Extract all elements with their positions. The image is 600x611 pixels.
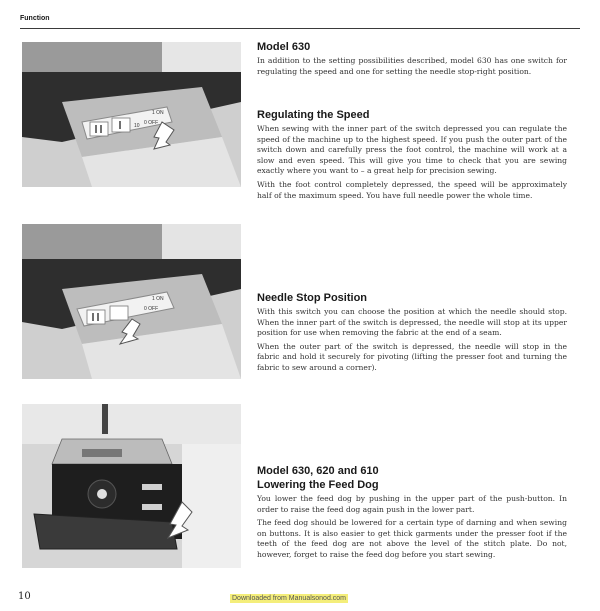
switch-label-off: 0 OFF bbox=[144, 120, 159, 126]
section-subtitle: Lowering the Feed Dog bbox=[257, 479, 379, 491]
paragraph: With the foot control completely depressed, the speed will be approximately half of the maximum speed. You have full needle power the whole time. bbox=[257, 179, 567, 200]
page-number: 10 bbox=[18, 591, 31, 602]
photo-feed-dog-button bbox=[22, 404, 241, 568]
section-title: Regulating the Speed bbox=[257, 109, 370, 121]
section-regulating-speed bbox=[257, 108, 567, 201]
section-feed-dog bbox=[257, 464, 567, 561]
section-title: Model 630, 620 and 610 bbox=[257, 465, 379, 477]
photo-needle-stop-switch bbox=[22, 224, 241, 379]
section-label: Function bbox=[20, 15, 50, 22]
switch-label-on: 1 ON bbox=[152, 110, 164, 116]
switch-label-10: 10 bbox=[134, 123, 140, 129]
section-title: Model 630 bbox=[257, 41, 311, 53]
watermark-link[interactable]: Downloaded from Manualsonod.com bbox=[232, 595, 347, 602]
header-rule bbox=[20, 28, 580, 29]
switch-label-on-2: 1 ON bbox=[152, 296, 164, 302]
paragraph: When the outer part of the switch is depressed, the needle will stop in the fabric and hold it securely for pivoting (lifting the presser foot and turning the fabric to sew around a corner). bbox=[257, 341, 567, 372]
switch-label-off-2: 0 OFF bbox=[144, 306, 159, 312]
paragraph: You lower the feed dog by pushing in the upper part of the push-button. In order to raise the feed dog again push in the lower part. bbox=[257, 494, 567, 514]
paragraph: The feed dog should be lowered for a certain type of darning and when sewing on buttons. It is also easier to get thick garments under the presser foot if the teeth of the feed dog are not above the level of the stitch plate. Do not, however, forget to raise the feed dog before you start sewing. bbox=[257, 518, 567, 559]
section-needle-stop bbox=[257, 291, 567, 374]
paragraph: With this switch you can choose the position at which the needle should stop. When the inner part of the switch is depressed, the needle will stop at its upper position for use when removing the fabric at the end of a seam. bbox=[257, 307, 567, 338]
paragraph: In addition to the setting possibilities described, model 630 has one switch for regulating the speed and one for setting the needle stop-right position. bbox=[257, 56, 567, 76]
section-model-630 bbox=[257, 40, 567, 77]
section-title: Needle Stop Position bbox=[257, 292, 368, 304]
photo-speed-switch bbox=[22, 42, 241, 187]
paragraph: When sewing with the inner part of the switch depressed you can regulate the speed of the machine up to the highest speed. If you push the outer part of the switch down and carefully press the foot control, the machine will work at a slow and even speed. This will give you time to check that you are sewing exactly where you want to – a great help for precision sewing. bbox=[257, 124, 567, 176]
